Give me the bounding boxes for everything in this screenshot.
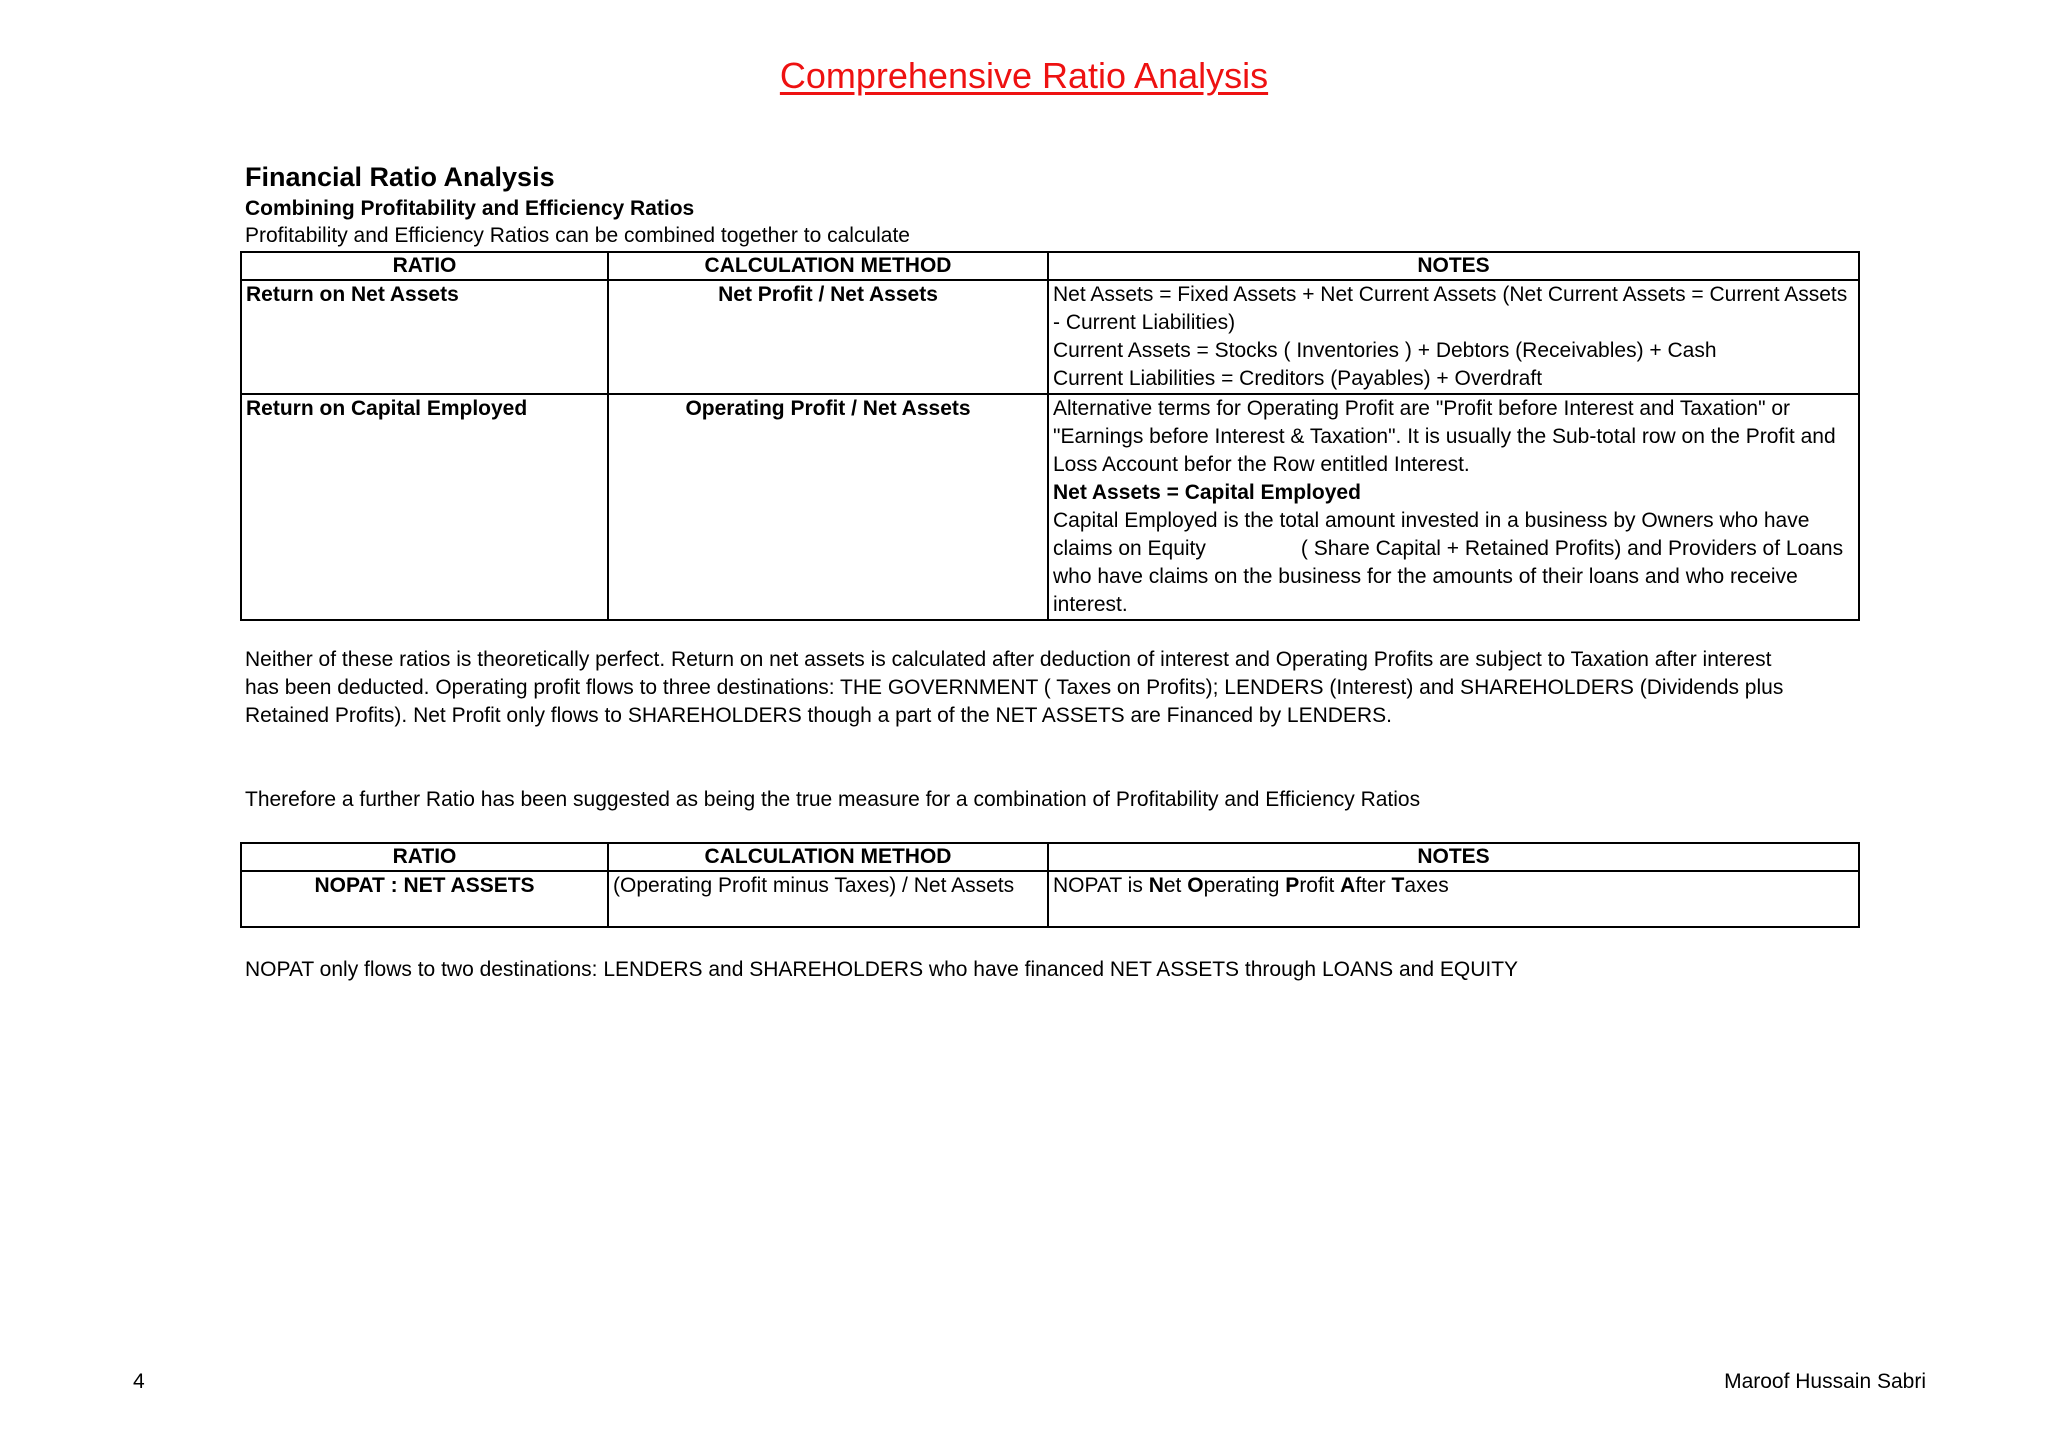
notes-cell [1048, 394, 1859, 620]
table-row [241, 280, 1859, 394]
notes-initial: T [1391, 874, 1405, 897]
notes-line: Current Assets = Stocks ( Inventories ) + Debtors (Receivables) + Cash [1053, 339, 1717, 362]
ratio-cell: Return on Net Assets [241, 280, 608, 394]
header-calculation-method: CALCULATION METHOD [608, 252, 1048, 280]
explanation-paragraph: Neither of these ratios is theoretically perfect. Return on net assets is calculated after deduction of interest and Operating Profits are subject to Taxation after interest has been deducted. Operating profit flows to three destinations: THE GOVERNMENT ( Taxes on Profits); LENDERS (Interest) and SHAREHOLDERS (Dividends plus Retained Profits). Net Profit only flows to SHAREHOLDERS though a part of the NET ASSETS are Financed by LENDERS. [245, 648, 1784, 727]
author-name: Maroof Hussain Sabri [1724, 1370, 1926, 1393]
notes-line: Alternative terms for Operating Profit are "Profit before Interest and Taxation" or "Earnings before Interest & Taxation". It is usually the Sub-total row on the Profit and Loss Account befor the Row entitled Interest. [1053, 397, 1836, 476]
notes-fragment: fter [1355, 874, 1392, 897]
notes-initial: P [1285, 874, 1300, 897]
notes-fragment: NOPAT is [1053, 874, 1149, 897]
header-ratio: RATIO [241, 843, 608, 871]
nopat-paragraph: NOPAT only flows to two destinations: LENDERS and SHAREHOLDERS who have financed NET ASSETS through LOANS and EQUITY [245, 958, 1519, 981]
header-ratio: RATIO [241, 252, 608, 280]
header-notes: NOTES [1048, 843, 1859, 871]
ratio-cell: Return on Capital Employed [241, 394, 608, 620]
ratio-table-2 [240, 842, 1860, 928]
ratio-cell: NOPAT : NET ASSETS [241, 871, 608, 927]
notes-line: Current Liabilities = Creditors (Payables) + Overdraft [1053, 367, 1543, 390]
notes-cell [1048, 871, 1859, 927]
table-header-row [241, 843, 1859, 871]
notes-fragment: ( Share Capital + Retained Profits) and Providers of Loans who have claims on the business for the amounts of their loans and who receive interest. [1053, 537, 1844, 616]
header-notes: NOTES [1048, 252, 1859, 280]
notes-initial: N [1148, 874, 1164, 897]
intro-text: Profitability and Efficiency Ratios can be combined together to calculate [245, 224, 910, 247]
ratio-table-1 [240, 251, 1860, 621]
notes-bold-line: Net Assets = Capital Employed [1053, 481, 1361, 504]
notes-initial: A [1340, 874, 1356, 897]
notes-line [1053, 507, 1854, 619]
page-number: 4 [133, 1370, 145, 1393]
method-cell: (Operating Profit minus Taxes) / Net Assets [608, 871, 1048, 927]
notes-line: Net Assets = Fixed Assets + Net Current Assets (Net Current Assets = Current Assets - Current Liabilities) [1053, 283, 1848, 334]
notes-fragment: rofit [1299, 874, 1341, 897]
table-header-row [241, 252, 1859, 280]
notes-fragment: perating [1203, 874, 1286, 897]
notes-cell [1048, 280, 1859, 394]
section-subheading: Combining Profitability and Efficiency Ratios [245, 197, 695, 220]
header-calculation-method: CALCULATION METHOD [608, 843, 1048, 871]
page-title: Comprehensive Ratio Analysis [779, 55, 1269, 96]
notes-initial: O [1187, 874, 1204, 897]
notes-fragment: axes [1404, 874, 1449, 897]
notes-fragment: Capital Employed is the total amount invested in a business by Owners who have claims on Equity [1053, 509, 1810, 560]
table-row [241, 394, 1859, 620]
method-cell: Net Profit / Net Assets [608, 280, 1048, 394]
table-row [241, 871, 1859, 927]
notes-fragment: et [1163, 874, 1188, 897]
conclusion-paragraph: Therefore a further Ratio has been suggested as being the true measure for a combination of Profitability and Efficiency Ratios [245, 788, 1421, 811]
section-heading: Financial Ratio Analysis [245, 162, 555, 192]
method-cell: Operating Profit / Net Assets [608, 394, 1048, 620]
